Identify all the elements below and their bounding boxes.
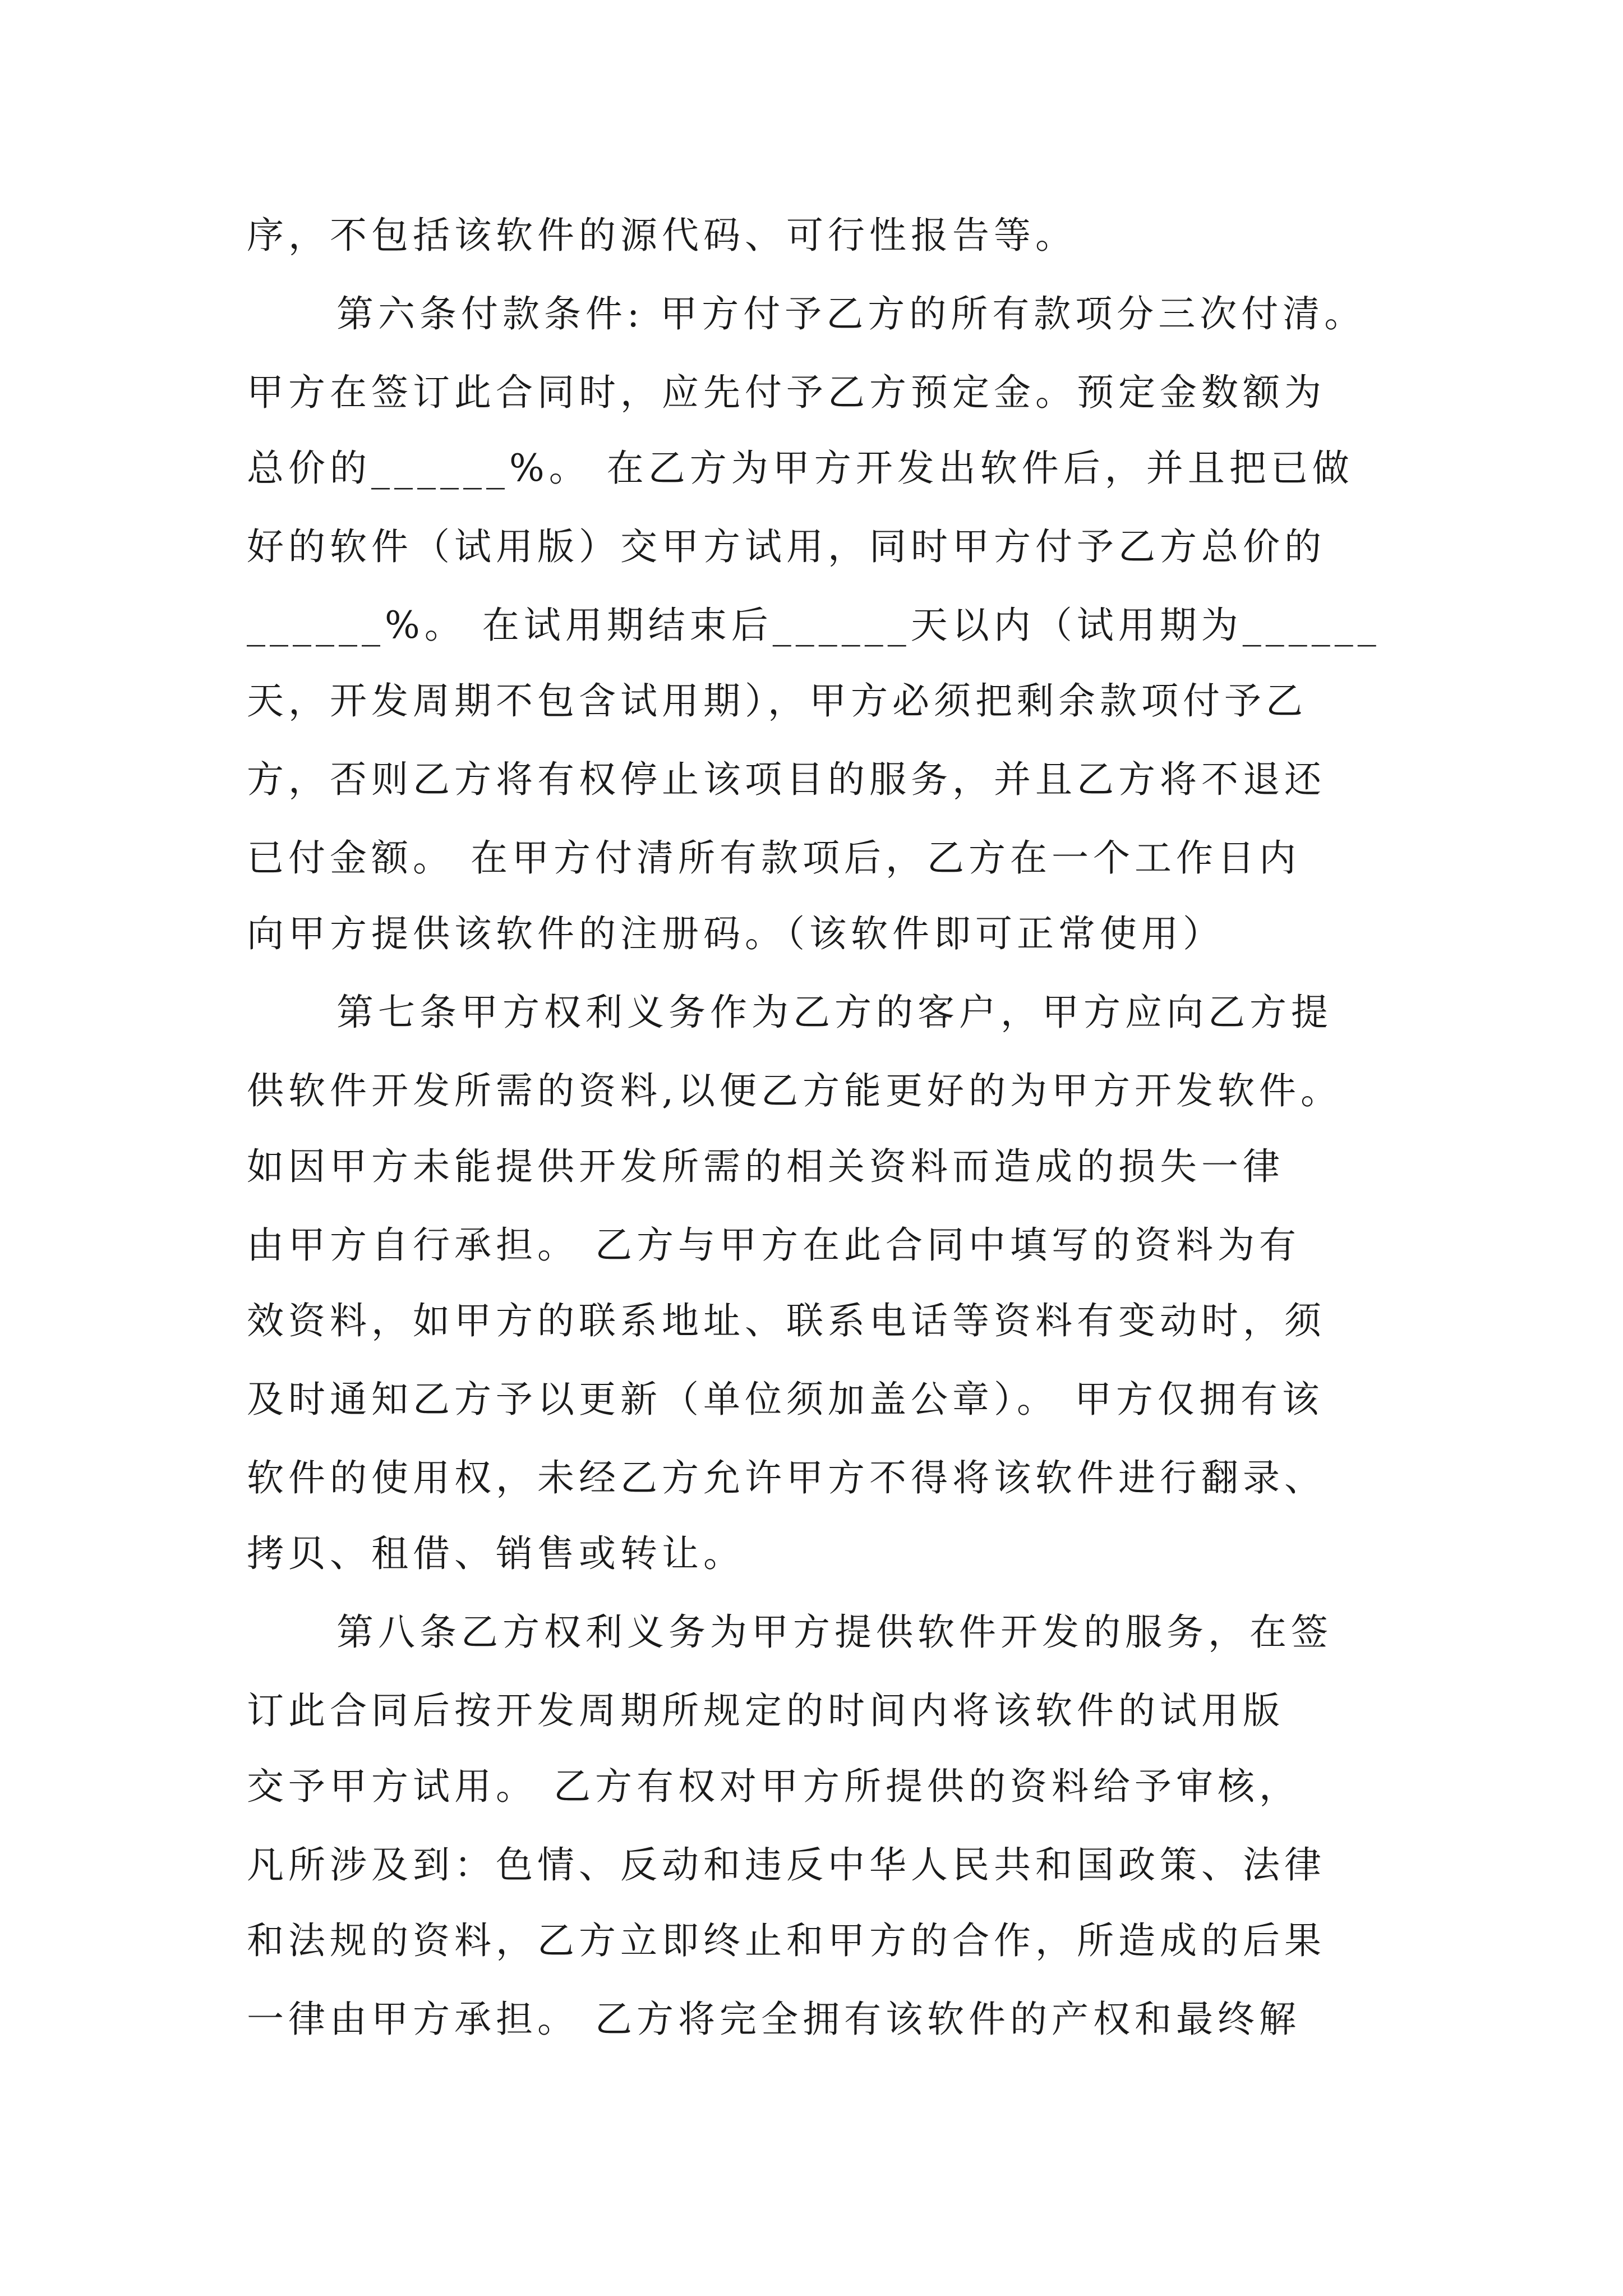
text-line: 向甲方提供该软件的注册码。（该软件即可正常使用） <box>247 912 1224 955</box>
text-line: 软件的使用权，未经乙方允许甲方不得将该软件进行翻录、 <box>247 1456 1326 1499</box>
text-line: 总价的______%。 在乙方为甲方开发出软件后，并且把已做 <box>247 447 1354 490</box>
text-line: 由甲方自行承担。 乙方与甲方在此合同中填写的资料为有 <box>247 1223 1301 1267</box>
text-line: 和法规的资料，乙方立即终止和甲方的合作，所造成的后果 <box>247 1919 1326 1962</box>
text-line: 交予甲方试用。 乙方有权对甲方所提供的资料给予审核， <box>247 1765 1301 1808</box>
text-line: 拷贝、租借、销售或转让。 <box>247 1532 745 1575</box>
text-line: 好的软件（试用版）交甲方试用，同时甲方付予乙方总价的 <box>247 525 1326 568</box>
text-line: 订此合同后按开发周期所规定的时间内将该软件的试用版 <box>247 1689 1284 1732</box>
text-line: 天，开发周期不包含试用期），甲方必须把剩余款项付予乙 <box>247 679 1307 723</box>
text-line: 如因甲方未能提供开发所需的相关资料而造成的损失一律 <box>247 1145 1284 1188</box>
text-line: ______%。 在试用期结束后______天以内（试用期为______ <box>247 604 1381 647</box>
text-line: 效资料，如甲方的联系地址、联系电话等资料有变动时，须 <box>247 1299 1326 1342</box>
text-line: 序，不包括该软件的源代码、可行性报告等。 <box>247 214 1077 257</box>
text-line: 甲方在签订此合同时，应先付予乙方预定金。预定金数额为 <box>247 371 1326 414</box>
text-line: 供软件开发所需的资料,以便乙方能更好的为甲方开发软件。 <box>247 1069 1342 1112</box>
text-line: 凡所涉及到：色情、反动和违反中华人民共和国政策、法律 <box>247 1843 1326 1887</box>
text-line: 第八条乙方权利义务为甲方提供软件开发的服务，在签 <box>336 1611 1332 1654</box>
text-line: 及时通知乙方予以更新（单位须加盖公章）。 甲方仅拥有该 <box>247 1378 1324 1421</box>
text-line: 第七条甲方权利义务作为乙方的客户，甲方应向乙方提 <box>336 991 1332 1034</box>
text-line: 已付金额。 在甲方付清所有款项后，乙方在一个工作日内 <box>247 836 1301 880</box>
text-line: 一律由甲方承担。 乙方将完全拥有该软件的产权和最终解 <box>247 1998 1301 2041</box>
text-line: 方，否则乙方将有权停止该项目的服务，并且乙方将不退还 <box>247 758 1326 801</box>
text-line: 第六条付款条件: 甲方付予乙方的所有款项分三次付清。 <box>336 292 1366 335</box>
